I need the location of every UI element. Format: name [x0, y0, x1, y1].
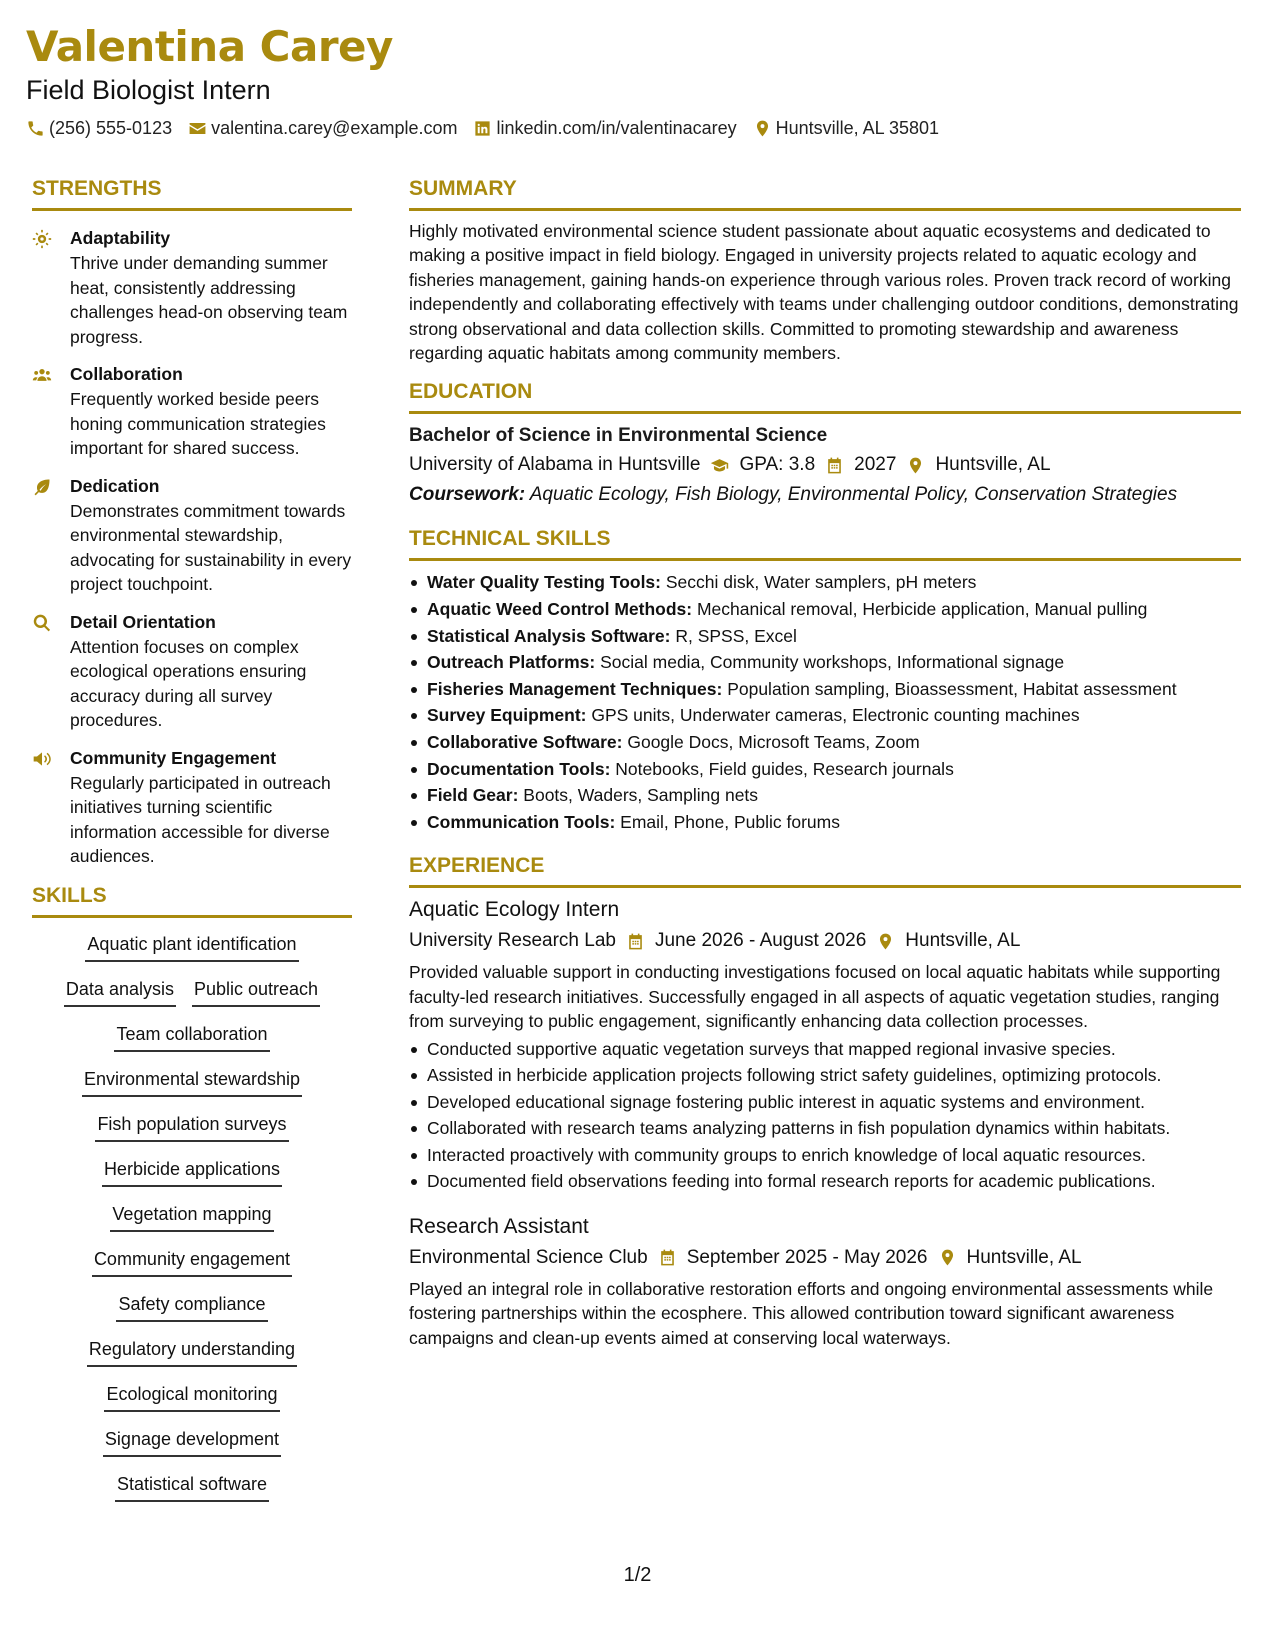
- calendar-icon: [658, 1248, 677, 1267]
- skill-values: Mechanical removal, Herbicide application, Manual pulling: [696, 599, 1148, 620]
- technical-skill-item: [409, 756, 1241, 783]
- skill-values: GPS units, Underwater cameras, Electronic counting machines: [591, 705, 1080, 726]
- contact-row: [26, 118, 1246, 139]
- summary-heading: SUMMARY: [409, 176, 1241, 211]
- graduation-year: 2027: [854, 454, 897, 476]
- strength-item: [32, 611, 352, 733]
- job-description: Played an integral role in collaborative restoration efforts and ongoing environmental assessments while fostering partnerships within the ecosphere. This allowed contribution toward significant awareness campaigns and clean-up events aimed at conserving local waterways.: [409, 1278, 1214, 1348]
- skill-category: Aquatic Weed Control Methods:: [427, 599, 693, 620]
- skill-values: Boots, Waders, Sampling nets: [523, 785, 759, 806]
- technical-skill-item: [409, 782, 1241, 809]
- strength-title: Adaptability: [70, 228, 171, 248]
- page-number: 1/2: [623, 1564, 652, 1586]
- skill-tag: Safety compliance: [116, 1292, 267, 1322]
- skill-category: Collaborative Software:: [427, 732, 623, 752]
- contact-email[interactable]: [188, 118, 457, 139]
- resume-header: [26, 22, 1246, 139]
- education-location: Huntsville, AL: [935, 454, 1051, 476]
- job-dates: June 2026 - August 2026: [654, 930, 867, 952]
- technical-skill-item: [409, 623, 1241, 650]
- leaf-icon: [32, 477, 52, 497]
- technical-skill-item: [409, 702, 1241, 729]
- skill-tag: Community engagement: [92, 1247, 292, 1277]
- calendar-icon: [626, 932, 645, 951]
- job-entry: [409, 1213, 1241, 1351]
- skill-category: Fisheries Management Techniques:: [427, 678, 723, 699]
- contact-phone[interactable]: [26, 118, 172, 139]
- skills-heading: SKILLS: [32, 883, 352, 918]
- degree-name: Bachelor of Science in Environmental Science: [409, 425, 828, 447]
- skill-category: Communication Tools:: [427, 811, 616, 832]
- linkedin-icon: [473, 119, 492, 138]
- left-column: [32, 176, 352, 1507]
- skill-category: Outreach Platforms:: [427, 652, 596, 673]
- strength-title: Detail Orientation: [70, 611, 216, 632]
- skill-values: R, SPSS, Excel: [675, 625, 797, 646]
- education-heading: EDUCATION: [409, 379, 1241, 414]
- skill-tag: Ecological monitoring: [104, 1382, 279, 1412]
- strength-desc: Attention focuses on complex ecological operations ensuring accuracy during all survey procedures.: [70, 636, 307, 730]
- job-bullet: Developed educational signage fostering public interest in aquatic systems and environment.: [409, 1089, 1241, 1116]
- job-entry: [409, 896, 1241, 1195]
- skill-values: Population sampling, Bioassessment, Habitat assessment: [727, 678, 1177, 699]
- gpa-text: GPA: 3.8: [739, 454, 816, 476]
- skill-tag: Statistical software: [115, 1472, 269, 1502]
- email-text: valentina.carey@example.com: [211, 118, 458, 138]
- job-meta: [409, 928, 1241, 954]
- skill-tag: Public outreach: [192, 977, 320, 1007]
- skill-values: Notebooks, Field guides, Research journals: [615, 758, 954, 779]
- strength-item: [32, 475, 352, 597]
- strength-title: Dedication: [70, 475, 160, 496]
- job-bullet: Conducted supportive aquatic vegetation surveys that mapped regional invasive species.: [409, 1036, 1241, 1063]
- technical-skill-item: [409, 676, 1241, 703]
- phone-text: (256) 555-0123: [49, 118, 173, 138]
- calendar-icon: [825, 456, 844, 475]
- job-bullet: Documented field observations feeding into formal research reports for academic publications.: [409, 1168, 1241, 1195]
- skill-tag: Herbicide applications: [102, 1157, 282, 1187]
- skill-tag: Fish population surveys: [95, 1112, 288, 1142]
- skill-tag: Team collaboration: [114, 1022, 269, 1052]
- skill-category: Field Gear:: [427, 785, 519, 806]
- map-pin-icon: [753, 119, 772, 138]
- job-title: Aquatic Ecology Intern: [409, 898, 620, 922]
- envelope-icon: [188, 119, 207, 138]
- map-pin-icon: [876, 932, 895, 951]
- technical-skill-item: [409, 649, 1241, 676]
- skill-category: Documentation Tools:: [427, 758, 611, 779]
- strength-item: [32, 363, 352, 461]
- skill-tag: Environmental stewardship: [82, 1067, 302, 1097]
- graduation-cap-icon: [710, 456, 729, 475]
- contact-linkedin[interactable]: [473, 118, 736, 139]
- candidate-role: Field Biologist Intern: [26, 75, 271, 105]
- strength-title: Collaboration: [70, 364, 183, 384]
- skill-tag: Data analysis: [64, 977, 176, 1007]
- strength-desc: Frequently worked beside peers honing communication strategies important for shared success.: [70, 389, 326, 458]
- linkedin-text: linkedin.com/in/valentinacarey: [496, 118, 737, 138]
- technical-skill-item: [409, 729, 1241, 756]
- strength-desc: Regularly participated in outreach initiatives turning scientific information accessible for diverse audiences.: [70, 772, 331, 866]
- coursework-list: Aquatic Ecology, Fish Biology, Environmental Policy, Conservation Strategies: [529, 484, 1178, 506]
- phone-icon: [26, 119, 45, 138]
- technical-skill-item: [409, 596, 1241, 623]
- strength-desc: Thrive under demanding summer heat, consistently addressing challenges head-on observing team progress.: [70, 253, 348, 347]
- summary-text: Highly motivated environmental science student passionate about aquatic ecosystems and dedicated to making a positive impact in field biology. Engaged in university projects related to aquatic ecology and fisheries management, gaining hands-on experience through various roles. Proven track record of working independently and collaborating effectively with teams under challenging outdoor conditions, demonstrating strong observational and data collection skills. Committed to promoting stewardship and awareness regarding aquatic habitats among community members.: [409, 221, 1239, 364]
- strengths-list: [32, 227, 352, 869]
- job-location: Huntsville, AL: [905, 930, 1021, 952]
- technical-skill-item: [409, 569, 1241, 596]
- strength-title: Community Engagement: [70, 747, 277, 768]
- skill-values: Google Docs, Microsoft Teams, Zoom: [627, 732, 920, 752]
- map-pin-icon: [906, 456, 925, 475]
- job-meta: [409, 1245, 1241, 1271]
- skill-values: Social media, Community workshops, Informational signage: [600, 652, 1065, 673]
- job-dates: September 2025 - May 2026: [686, 1246, 928, 1268]
- skills-list: [32, 922, 352, 1507]
- strength-item: [32, 227, 352, 349]
- job-title: Research Assistant: [409, 1214, 589, 1238]
- map-pin-icon: [938, 1248, 957, 1267]
- job-bullet: Interacted proactively with community groups to enrich knowledge of local aquatic resources.: [409, 1142, 1241, 1169]
- strengths-heading: STRENGTHS: [32, 176, 352, 211]
- coursework: [409, 482, 1241, 508]
- job-bullet: Collaborated with research teams analyzing patterns in fish population dynamics within habitats.: [409, 1115, 1241, 1142]
- skill-tag: Aquatic plant identification: [85, 932, 298, 962]
- right-column: [409, 176, 1241, 1350]
- coursework-label: Coursework:: [409, 484, 526, 506]
- education-meta: [409, 452, 1241, 478]
- job-org: Environmental Science Club: [409, 1246, 648, 1268]
- contact-location: [753, 118, 939, 139]
- megaphone-icon: [32, 749, 52, 769]
- experience-heading: EXPERIENCE: [409, 853, 1241, 888]
- strength-desc: Demonstrates commitment towards environmental stewardship, advocating for sustainability in every project touchpoint.: [70, 500, 352, 594]
- skill-tag: Signage development: [103, 1427, 281, 1457]
- technical-skills-list: [409, 569, 1241, 835]
- search-icon: [32, 613, 52, 633]
- job-bullet: Assisted in herbicide application projects following strict safety guidelines, optimizing protocols.: [409, 1062, 1241, 1089]
- job-bullets: [409, 1036, 1241, 1195]
- sun-gear-icon: [32, 229, 52, 249]
- job-description: Provided valuable support in conducting investigations focused on local aquatic habitats while supporting faculty-led research initiatives. Successfully engaged in all aspects of aquatic vegetation studies, ranging from surveying to public engagement, significantly enhancing data collection processes.: [409, 962, 1221, 1032]
- strength-item: [32, 747, 352, 869]
- technical-skills-heading: TECHNICAL SKILLS: [409, 526, 1241, 561]
- school-name: University of Alabama in Huntsville: [409, 454, 701, 476]
- users-icon: [32, 365, 52, 385]
- skill-values: Secchi disk, Water samplers, pH meters: [665, 572, 977, 593]
- skill-tag: Regulatory understanding: [87, 1337, 297, 1367]
- skill-category: Statistical Analysis Software:: [427, 625, 671, 646]
- job-location: Huntsville, AL: [966, 1246, 1082, 1268]
- technical-skill-item: [409, 809, 1241, 836]
- skill-values: Email, Phone, Public forums: [620, 811, 840, 832]
- skill-category: Survey Equipment:: [427, 705, 587, 726]
- location-text: Huntsville, AL 35801: [775, 118, 940, 138]
- skill-category: Water Quality Testing Tools:: [427, 572, 661, 593]
- job-org: University Research Lab: [409, 930, 616, 952]
- skill-tag: Vegetation mapping: [110, 1202, 273, 1232]
- candidate-name: Valentina Carey: [26, 22, 393, 71]
